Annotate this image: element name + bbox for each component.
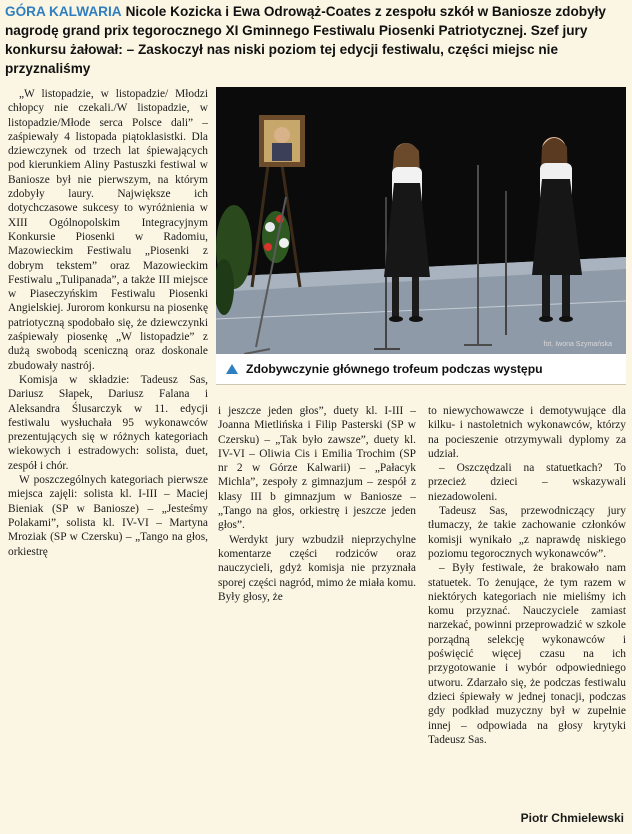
author-byline: Piotr Chmielewski: [520, 811, 624, 825]
paragraph: W poszczególnych kategoriach pierwsze miejsca zajęli: solista kl. I-III – Maciej Bieniak (SP w Baniosze) – „Jesteśmy Polakami”, solista kl. IV-VI – Martyna Mroziak (SP w Czersku) – „Tango na głos, orkiestrę: [8, 474, 208, 558]
paragraph: – Były festiwale, że brakowało nam statuetek. To żenujące, że tym razem w niektórych kategoriach nie mieliśmy ich komu przyznać. Nauczyciele zamiast narzekać, powinni przeprowadzić w szkole porządną selekcję wykonawców i poświęcić więcej czasu na ich przygotowanie i wybór odpowiedniego utworu. Zdarzało się, że podczas festiwalu dzieci śpiewały w jednej tonacji, podczas gdy podkład muzyczny był w zupełnie innej – odpowiada na głosy krytyki Tadeusz Sas.: [428, 562, 626, 746]
photo-caption: Zdobywczynie głównego trofeum podczas występu: [246, 362, 543, 376]
photo-caption-bar: [216, 354, 626, 385]
section-kicker: GÓRA KALWARIA: [5, 4, 122, 19]
paragraph: Werdykt jury wzbudził nieprzychylne komentarze części rodziców oraz nauczycieli, gdyż komisja nie przyznała sporej części nagród, mimo że miała komu. Były głosy, że: [218, 533, 417, 603]
triangle-up-icon: [226, 364, 238, 374]
stage-illustration: [216, 87, 626, 354]
paragraph: – Oszczędzali na statuetkach? To przecież dzieci – wskazywali niezadowoleni.: [428, 462, 626, 503]
paragraph: to niewychowawcze i demotywujące dla kilku- i nastoletnich wykonawców, którzy na pocieszenie otrzymywali dyplomy za udział.: [428, 405, 626, 460]
paragraph: Komisja w składzie: Tadeusz Sas, Dariusz Słapek, Dariusz Falana i Aleksandra Ślusarczyk w 11. edycji festiwalu wysłuchała 95 wykonawców prezentujących się w różnych kategoriach wiekowych i estradowych: solista, duet, zespół i chór.: [8, 373, 208, 472]
headline-text: Nicole Kozicka i Ewa Odrowąż-Coates z zespołu szkół w Baniosze zdobyły nagrodę grand prix tegorocznego XI Gminnego Festiwalu Piosenki Patriotycznej. Szef jury konkursu żałował: – Zaskoczył nas niski poziom tej edycji festiwalu, części miejsc nie przyznaliśmy: [5, 4, 606, 76]
photo-credit: fot. Iwona Szymańska: [543, 341, 612, 348]
paragraph: i jeszcze jeden głos”, duety kl. I-III – Joanna Mietlińska i Filip Pasterski (SP w Czersku) – „Tak było zawsze”, duety kl. IV-VI – Oliwia Cis i Emilia Trochim (SP nr 2 w Górze Kalwarii) – „Pałacyk Michla”, zespoły z gimnazjum – zespół z klasy III b gimnazjum w Baniosze – „Tango na głos, orkiestrę i jeszcze jeden głos”.: [218, 405, 416, 532]
article-column-3: [428, 404, 626, 747]
paragraph: „W listopadzie, w listopadzie/ Młodzi chłopcy nie czekali./W listopadzie, w listopadzie/Młode serca Polsce dali” – zaśpiewały 4 listopada piątoklasistki. Dla dziewczynek od trzech lat śpiewających pod kierunkiem Aliny Pastuszki festiwal w Baniosze był nie pierwszym, na którym zdobyły laury. Największe ich dotychczasowe sukcesy to wyróżnienia w XIII Ogólnopolskim Integracyjnym Konkursie Piosenki w Radomiu, Mazowieckim Festiwalu „Piosenki z dobrym tekstem” oraz Mazowieckim Festiwalu „Tulipanada”, a także III miejsce w Piaseczyńskim Festiwalu Piosenki Angielskiej. Jurorom konkursu na piosenkę patriotyczną spodobało się, że dziewczynki zaśpiewały piosenkę „W listopadzie” z dużą swobodą sceniczną oraz doskonale zbudowały nastrój.: [8, 88, 208, 372]
performance-photo: [216, 87, 626, 354]
article-column-2: [218, 404, 416, 604]
paragraph: Tadeusz Sas, przewodniczący jury tłumaczy, że takie zachowanie członków komisji wynikało „z naprawdę niskiego poziomu tegorocznych wykonawców”.: [428, 505, 626, 560]
headline: [5, 2, 627, 78]
article-column-1: [8, 87, 208, 559]
